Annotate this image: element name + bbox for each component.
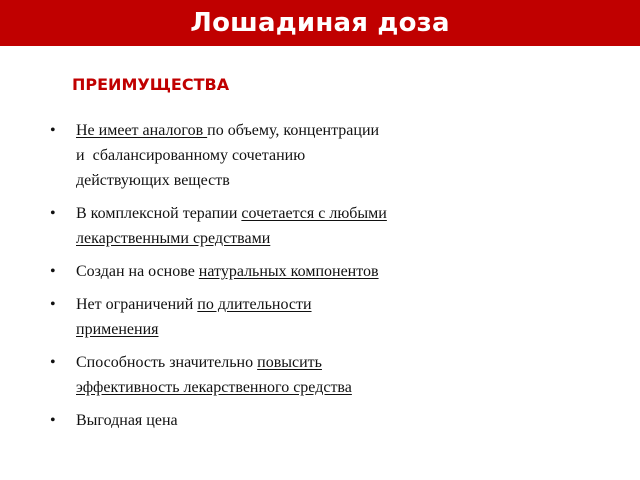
bullet-icon: •: [50, 205, 56, 222]
item-text: В комплексной терапии: [76, 205, 242, 222]
section-heading: ПРЕИМУЩЕСТВА: [72, 75, 230, 94]
bullet-icon: •: [50, 354, 56, 371]
item-text: Способность значительно: [76, 354, 258, 371]
item-text: Выгодная цена: [76, 412, 178, 429]
item-text-underlined: по длительности: [197, 296, 312, 313]
list-item: [50, 350, 450, 400]
list-item: [50, 201, 450, 251]
bullet-icon: •: [50, 296, 56, 313]
bullet-icon: •: [50, 122, 56, 139]
title-bar: [0, 0, 640, 46]
item-text: и сбалансированному сочетанию: [76, 147, 306, 164]
bullet-icon: •: [50, 263, 56, 280]
item-text-underlined: повысить: [257, 354, 322, 371]
slide-title: Лошадиная доза: [190, 8, 450, 38]
advantages-list: [50, 118, 450, 441]
item-text-underlined: применения: [76, 321, 159, 338]
list-item: [50, 259, 450, 284]
item-text: Создан на основе: [76, 263, 199, 280]
item-text-underlined: эффективность лекарственного средства: [76, 379, 352, 396]
list-item: [50, 118, 450, 193]
list-item: [50, 292, 450, 342]
item-text: Нет ограничений: [76, 296, 198, 313]
item-text-underlined: натуральных компонентов: [198, 263, 379, 280]
item-text-underlined: лекарственными средствами: [76, 230, 271, 247]
item-text: действующих веществ: [76, 172, 230, 189]
item-text: по объему, концентрации: [207, 122, 380, 139]
list-item: [50, 408, 450, 433]
item-text-underlined: Не имеет аналогов: [76, 122, 208, 139]
item-text-underlined: сочетается с любыми: [241, 205, 387, 222]
bullet-icon: •: [50, 412, 56, 429]
